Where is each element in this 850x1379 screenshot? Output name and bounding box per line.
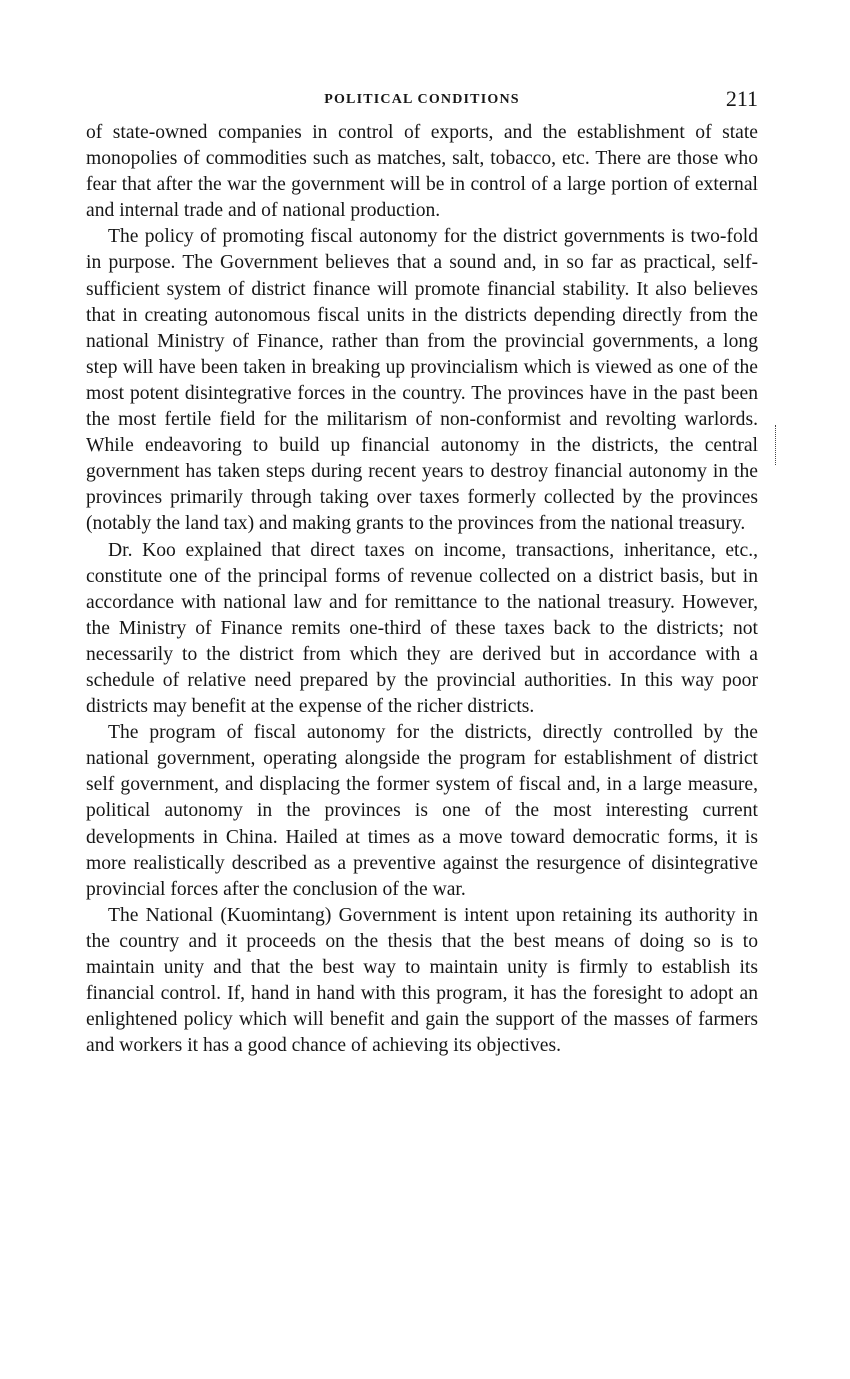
book-page — [86, 86, 758, 1059]
paragraph-program-fiscal-autonomy: The program of fiscal autonomy for the districts, directly controlled by the national government, operating alongside the program for establishment of district self government, and displacing the former system of fiscal and, in a large measure, political autonomy in the provinces is one of the most interesting current developments in China. Hailed at times as a move toward democratic forms, it is more realistically described as a preventive against the resurgence of disintegrative provincial forces after the conclusion of the war. — [86, 722, 758, 900]
paragraph-direct-taxes: Dr. Koo explained that direct taxes on income, transactions, inheritance, etc., constitute one of the principal forms of revenue collected on a district basis, but in accordance with national law and for remittance to the national treasury. However, the Ministry of Finance remits one-third of these taxes back to the districts; not necessarily to the district from which they are derived but in accordance with a schedule of relative need prepared by the provincial authorities. In this way poor districts may benefit at the expense of the richer districts. — [86, 539, 758, 718]
running-title: POLITICAL CONDITIONS — [324, 92, 520, 107]
paragraph-fiscal-autonomy-policy: The policy of promoting fiscal autonomy for the district governments is two-fold in purpose. The Government believes that a sound and, in so far as practical, self-sufficient system of district finance will promote financial stability. It also believes that in creating autonomous fiscal units in the districts depending directly from the national Ministry of Finance, rather than from the provincial governments, a long step will have been taken in breaking up provincialism which is viewed as one of the most potent disintegrative forces in the country. The provinces have in the past been the most fertile field for the militarism of non-conformist and revolting warlords. While endeavoring to build up financial autonomy in the districts, the central government has taken steps during recent years to destroy financial autonomy in the provinces primarily through taking over taxes formerly collected by the provinces (notably the land tax) and making grants to the provinces from the national treasury. — [86, 226, 758, 535]
paragraph-national-government: The National (Kuomintang) Government is intent upon retaining its authority in the country and it proceeds on the thesis that the best means of doing so is to maintain unity and that the best way to maintain unity is firmly to establish its financial control. If, hand in hand with this program, it has the foresight to adopt an enlightened policy which will benefit and gain the support of the masses of farmers and workers it has a good chance of achieving its objectives. — [86, 904, 758, 1057]
page-number: 211 — [725, 86, 758, 111]
running-header — [86, 86, 758, 120]
body-text — [86, 120, 758, 1059]
paragraph-continued: of state-owned companies in control of exports, and the establishment of state monopolies of commodities such as matches, salt, tobacco, etc. There are those who fear that after the war the government will be in control of a large portion of external and internal trade and of national production. — [86, 122, 758, 222]
margin-pencil-mark — [775, 425, 779, 465]
